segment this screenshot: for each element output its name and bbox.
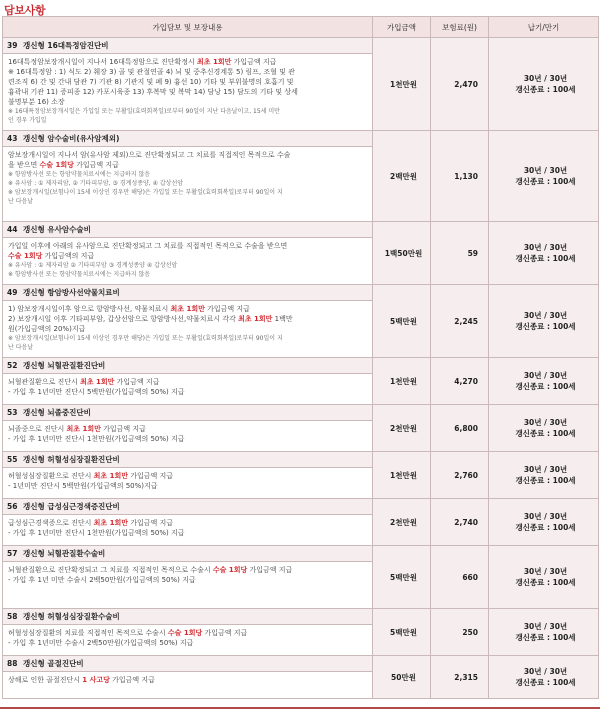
description-text: 암보장개시일이 지나서 암(유사암 제외)으로 진단확정되고 그 치료를 직접적인 목적으로 수술	[8, 151, 291, 159]
coverage-term	[489, 358, 599, 405]
description-text: 불명부분 16) 소장	[8, 98, 65, 106]
coverage-title-cell	[3, 499, 373, 515]
coverage-description	[3, 562, 373, 609]
coverage-number: 58	[7, 612, 18, 621]
description-line	[8, 528, 367, 538]
highlight-text: 1 사고당	[82, 676, 110, 684]
coverage-title-cell	[3, 452, 373, 468]
description-text: 뇌혈관질환으로 진단확정되고 그 치료를 직접적인 목적으로 수술시	[8, 566, 213, 574]
coverage-number: 55	[7, 455, 18, 464]
coverage-number: 49	[7, 288, 18, 297]
description-text-after: 가입금액 지급	[231, 58, 277, 66]
coverage-amount: 1천만원	[373, 452, 431, 499]
description-text-after: 가입금액 지급	[127, 519, 173, 527]
description-line	[8, 471, 367, 481]
coverage-number: 39	[7, 41, 18, 50]
coverage-term	[489, 131, 599, 222]
description-text-after: 1백만	[272, 315, 293, 323]
coverage-header-row	[3, 499, 599, 515]
description-line	[8, 387, 367, 397]
coverage-amount: 50만원	[373, 656, 431, 699]
description-text: 허혈성심장질환으로 진단시	[8, 472, 94, 480]
description-text: 흉곽내 기관 11) 증피종 12) 카포시육종 13) 후복막 및 복막 14) 담낭 15) 담도의 기타 및 상세	[8, 88, 298, 96]
term-renewal-end: 갱신종료 : 100세	[515, 523, 576, 532]
description-text: - 가입 후 1년 미만 수술시 2백50만원(가입금액의 50%) 지급	[8, 576, 196, 584]
description-text: ※ 16대특정암 : 1) 식도 2) 췌장 3) 골 및 관절연골 4) 뇌 및 중추신경계통 5) 림프, 조혈 및 관	[8, 68, 295, 76]
term-period: 30년 / 30년	[523, 512, 568, 521]
coverage-title: 갱신형 뇌혈관질환수술비	[23, 549, 106, 558]
term-renewal-end: 갱신종료 : 100세	[515, 578, 576, 587]
term-period: 30년 / 30년	[523, 243, 568, 252]
coverage-header-row	[3, 222, 599, 238]
section-title: 담보사항	[4, 4, 46, 17]
coverage-title: 갱신형 항암방사선약물치료비	[23, 288, 120, 297]
coverage-amount: 1천만원	[373, 38, 431, 131]
coverage-description	[3, 468, 373, 499]
coverage-header-row	[3, 38, 599, 54]
coverage-title: 갱신형 암수술비(유사암제외)	[23, 134, 120, 143]
term-renewal-end: 갱신종료 : 100세	[515, 322, 576, 331]
coverage-term	[489, 38, 599, 131]
term-period: 30년 / 30년	[523, 166, 568, 175]
description-text: 상해로 인한 골절진단시	[8, 676, 83, 684]
description-text-after: 가입금액의 지급	[42, 252, 95, 260]
coverage-premium: 2,470	[431, 38, 489, 131]
highlight-text: 수술 1회당	[212, 566, 248, 574]
highlight-text: 최초 1회만	[238, 315, 273, 323]
coverage-note: ※ 항암방사선 또는 항암약물치료시에는 지급하지 않음	[8, 271, 151, 278]
description-text: 뇌혈관질환으로 진단시	[8, 378, 81, 386]
coverage-header-row	[3, 452, 599, 468]
coverage-number: 43	[7, 134, 18, 143]
highlight-text: 최초 1회만	[93, 472, 128, 480]
coverage-term	[489, 405, 599, 452]
description-line	[8, 97, 367, 107]
term-period: 30년 / 30년	[523, 311, 568, 320]
highlight-text: 최초 1회만	[93, 519, 128, 527]
coverage-number: 57	[7, 549, 18, 558]
description-line	[8, 575, 367, 585]
coverage-amount: 1천만원	[373, 358, 431, 405]
description-text-after: 가입금액 지급	[100, 425, 146, 433]
description-line	[8, 638, 367, 648]
highlight-text: 최초 1회만	[80, 378, 115, 386]
coverage-premium: 2,760	[431, 452, 489, 499]
header-term: 납기/만기	[489, 17, 599, 38]
description-text-after: 가입금액 지급	[73, 161, 119, 169]
coverage-amount: 2천만원	[373, 405, 431, 452]
coverage-title-cell	[3, 222, 373, 238]
description-line	[8, 67, 367, 77]
term-renewal-end: 갱신종료 : 100세	[515, 177, 576, 186]
coverage-title-cell	[3, 285, 373, 301]
coverage-term	[489, 452, 599, 499]
description-text-after: 가입금액 지급	[114, 378, 160, 386]
coverage-title-cell	[3, 546, 373, 562]
term-renewal-end: 갱신종료 : 100세	[515, 633, 576, 642]
coverage-title: 갱신형 골절진단비	[23, 659, 84, 668]
description-line	[8, 314, 367, 324]
description-line	[8, 518, 367, 528]
table-header-row	[3, 17, 599, 38]
term-period: 30년 / 30년	[523, 667, 568, 676]
coverage-title: 갱신형 허혈성심장질환수술비	[23, 612, 120, 621]
coverage-title: 갱신형 뇌졸중진단비	[23, 408, 91, 417]
coverage-title-cell	[3, 656, 373, 672]
description-line	[8, 424, 367, 434]
coverage-title: 갱신형 16대특정암진단비	[23, 41, 109, 50]
description-line	[8, 481, 367, 491]
description-text: 원(가입금액의 20%)지급	[8, 325, 86, 333]
coverage-term	[489, 546, 599, 609]
description-text-after: 가입금액 지급	[109, 676, 155, 684]
coverage-title-cell	[3, 38, 373, 54]
coverage-note: ※ 항암방사선 또는 항암약물치료시에는 지급하지 않음	[8, 171, 151, 178]
coverage-title: 갱신형 유사암수술비	[23, 225, 91, 234]
description-line	[8, 377, 367, 387]
coverage-term	[489, 609, 599, 656]
description-text-after: 가입금액 지급	[127, 472, 173, 480]
coverage-header-row	[3, 131, 599, 147]
description-line	[8, 87, 367, 97]
bottom-divider	[0, 707, 600, 709]
coverage-table-body	[3, 38, 599, 699]
coverage-term	[489, 222, 599, 285]
header-amount: 가입금액	[373, 17, 431, 38]
description-text: - 가입 후 1년미만 진단시 1천만원(가입금액의 50%) 지급	[8, 435, 185, 443]
coverage-amount: 1백50만원	[373, 222, 431, 285]
term-period: 30년 / 30년	[523, 567, 568, 576]
term-period: 30년 / 30년	[523, 418, 568, 427]
description-text: 급성심근경색증으로 진단시	[8, 519, 94, 527]
coverage-premium: 4,270	[431, 358, 489, 405]
coverage-description	[3, 301, 373, 358]
coverage-number: 56	[7, 502, 18, 511]
description-line	[8, 324, 367, 334]
description-line	[8, 77, 367, 87]
header-coverage: 가입담보 및 보장내용	[3, 17, 373, 38]
coverage-number: 88	[7, 659, 18, 668]
coverage-premium: 1,130	[431, 131, 489, 222]
term-renewal-end: 갱신종료 : 100세	[515, 429, 576, 438]
coverage-amount: 5백만원	[373, 609, 431, 656]
term-renewal-end: 갱신종료 : 100세	[515, 476, 576, 485]
term-renewal-end: 갱신종료 : 100세	[515, 382, 576, 391]
term-renewal-end: 갱신종료 : 100세	[515, 678, 576, 687]
coverage-number: 52	[7, 361, 18, 370]
description-line	[8, 304, 367, 314]
header-premium: 보험료(원)	[431, 17, 489, 38]
coverage-note: ※ 암보장개시일(보험나이 15세 이상인 경우만 해당)은 가입일 또는 부활일(효력회복일)로부터 90일이 지	[8, 335, 283, 342]
description-line	[8, 251, 367, 261]
description-text-after: 가입금액 지급	[247, 566, 293, 574]
description-text: - 가입 후 1년미만 수술시 2백50만원(가입금액의 50%) 지급	[8, 639, 194, 647]
description-line	[8, 241, 367, 251]
highlight-text: 최초 1회만	[66, 425, 101, 433]
term-period: 30년 / 30년	[523, 465, 568, 474]
coverage-premium: 250	[431, 609, 489, 656]
description-text: - 가입 후 1년미만 진단시 1천만원(가입금액의 50%) 지급	[8, 529, 185, 537]
coverage-title-cell	[3, 131, 373, 147]
description-text-after: 가입금액 지급	[204, 305, 250, 313]
term-renewal-end: 갱신종료 : 100세	[515, 254, 576, 263]
term-period: 30년 / 30년	[523, 74, 568, 83]
coverage-amount: 2백만원	[373, 131, 431, 222]
description-text: 가입일 이후에 아래의 유사암으로 진단확정되고 그 치료를 직접적인 목적으로 수술을 받으면	[8, 242, 288, 250]
coverage-note: ※ 유사암 : ① 제자리암 ② 기타피부암 ③ 경계성종양 ④ 갑상선암	[8, 262, 178, 269]
description-line	[8, 150, 367, 160]
highlight-text: 최초 1회만	[170, 305, 205, 313]
description-text: - 1년미만 진단시 5백만원(가입금액의 50%)지급	[8, 482, 158, 490]
coverage-amount: 5백만원	[373, 285, 431, 358]
coverage-header-row	[3, 656, 599, 672]
highlight-text: 수술 1회당	[39, 161, 74, 169]
description-line	[8, 675, 367, 685]
coverage-premium: 6,800	[431, 405, 489, 452]
description-text: 2) 보장개시일 이후 기타피부암, 갑상선암으로 항암방사선,약물치료시 각각	[8, 315, 239, 323]
coverage-amount: 5백만원	[373, 546, 431, 609]
term-renewal-end: 갱신종료 : 100세	[515, 85, 576, 94]
coverage-title: 갱신형 뇌혈관질환진단비	[23, 361, 106, 370]
coverage-term	[489, 499, 599, 546]
coverage-table	[2, 16, 599, 699]
highlight-text: 최초 1회만	[197, 58, 232, 66]
description-text: 1) 암보장개시일이후 암으로 항암방사선, 약물치료시	[8, 305, 171, 313]
coverage-header-row	[3, 358, 599, 374]
coverage-note: 난 다음날	[8, 198, 34, 205]
coverage-premium: 2,245	[431, 285, 489, 358]
description-line	[8, 57, 367, 67]
coverage-header-row	[3, 609, 599, 625]
coverage-description	[3, 515, 373, 546]
term-period: 30년 / 30년	[523, 622, 568, 631]
coverage-note: ※ 유사암 : ① 제자리암, ② 기타피부암, ③ 경계성종양, ④ 갑상선암	[8, 180, 184, 187]
coverage-description	[3, 625, 373, 656]
coverage-premium: 660	[431, 546, 489, 609]
coverage-term	[489, 285, 599, 358]
coverage-title: 갱신형 허혈성심장질환진단비	[23, 455, 120, 464]
coverage-amount: 2천만원	[373, 499, 431, 546]
description-text: 을 받으면	[8, 161, 40, 169]
coverage-title-cell	[3, 358, 373, 374]
coverage-description	[3, 421, 373, 452]
description-line	[8, 160, 367, 170]
highlight-text: 수술 1회당	[8, 252, 43, 260]
coverage-note: ※ 16대특정암보장개시일은 가입일 또는 부활일(효력회복일)로부터 90일이 지난 다음날이고, 15세 미만	[8, 108, 280, 115]
coverage-note: 난 다음날	[8, 344, 34, 351]
description-text: 허혈성심장질환의 치료를 직접적인 목적으로 수술시	[8, 629, 168, 637]
coverage-number: 53	[7, 408, 18, 417]
highlight-text: 수술 1회당	[167, 629, 203, 637]
coverage-description	[3, 147, 373, 222]
coverage-header-row	[3, 546, 599, 562]
coverage-header-row	[3, 285, 599, 301]
coverage-description	[3, 54, 373, 131]
term-period: 30년 / 30년	[523, 371, 568, 380]
description-text: 16대특정암보장개시일이 지나서 16대특정암으로 진단확정시	[8, 58, 198, 66]
coverage-description	[3, 374, 373, 405]
description-text: - 가입 후 1년미만 진단시 5백만원(가입금액의 50%) 지급	[8, 388, 185, 396]
coverage-title: 갱신형 급성심근경색증진단비	[23, 502, 120, 511]
coverage-number: 44	[7, 225, 18, 234]
description-text: 련조직 6) 간 및 간내 담관 7) 기관 8) 기관지 및 폐 9) 흉선 10) 기타 및 부위불명의 호흡기 및	[8, 78, 294, 86]
description-line	[8, 434, 367, 444]
description-text: 뇌졸중으로 진단시	[8, 425, 67, 433]
coverage-description	[3, 672, 373, 699]
coverage-note: 인 경우 가입일	[8, 117, 47, 124]
coverage-premium: 59	[431, 222, 489, 285]
coverage-term	[489, 656, 599, 699]
description-line	[8, 565, 367, 575]
coverage-header-row	[3, 405, 599, 421]
coverage-note: ※ 암보장개시일(보험나이 15세 이상인 경우만 해당)은 가입일 또는 부활일(효력회복일)로부터 90일이 지	[8, 189, 283, 196]
coverage-premium: 2,740	[431, 499, 489, 546]
description-text-after: 가입금액 지급	[202, 629, 248, 637]
description-line	[8, 628, 367, 638]
coverage-title-cell	[3, 609, 373, 625]
coverage-description	[3, 238, 373, 285]
coverage-title-cell	[3, 405, 373, 421]
coverage-premium: 2,315	[431, 656, 489, 699]
